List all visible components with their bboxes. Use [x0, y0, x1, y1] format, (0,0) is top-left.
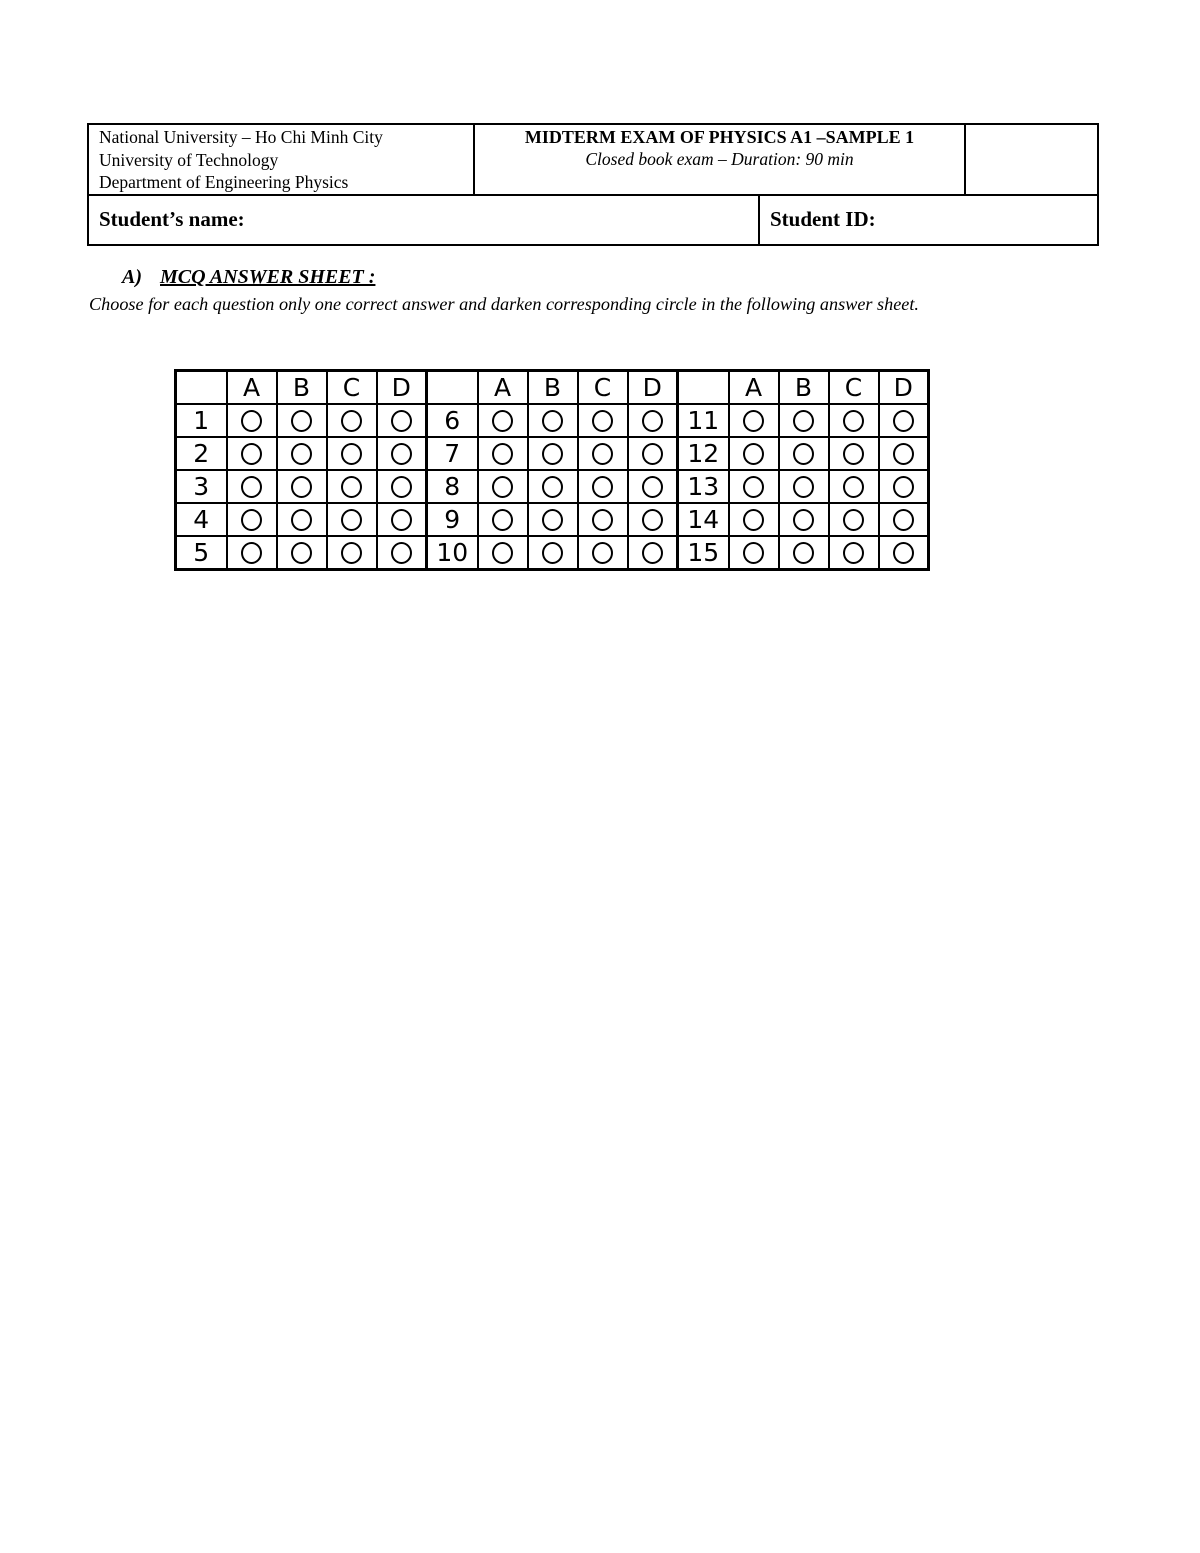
answer-bubble-icon[interactable]	[241, 443, 262, 465]
answer-bubble-icon[interactable]	[793, 542, 814, 564]
answer-bubble-icon[interactable]	[391, 509, 412, 531]
answer-cell-q9-b[interactable]	[528, 503, 578, 536]
answer-cell-q7-d[interactable]	[628, 437, 678, 470]
answer-cell-q13-d[interactable]	[879, 470, 929, 503]
answer-bubble-icon[interactable]	[391, 410, 412, 432]
answer-cell-q2-d[interactable]	[377, 437, 427, 470]
question-number: 3	[176, 470, 227, 503]
answer-cell-q1-b[interactable]	[277, 404, 327, 437]
student-id-field[interactable]	[759, 195, 1098, 245]
answer-cell-q6-d[interactable]	[628, 404, 678, 437]
answer-bubble-icon[interactable]	[642, 443, 663, 465]
answer-cell-q3-a[interactable]	[227, 470, 277, 503]
question-number-header	[427, 371, 478, 405]
question-number: 11	[678, 404, 729, 437]
answer-bubble-icon[interactable]	[341, 509, 362, 531]
exam-title-block	[474, 124, 965, 195]
answer-bubble-icon[interactable]	[542, 443, 563, 465]
answer-bubble-icon[interactable]	[893, 443, 914, 465]
question-number: 2	[176, 437, 227, 470]
answer-cell-q1-c[interactable]	[327, 404, 377, 437]
answer-cell-q15-d[interactable]	[879, 536, 929, 570]
answer-bubble-icon[interactable]	[241, 509, 262, 531]
question-number: 7	[427, 437, 478, 470]
answer-bubble-icon[interactable]	[241, 410, 262, 432]
question-number: 9	[427, 503, 478, 536]
answer-cell-q2-b[interactable]	[277, 437, 327, 470]
answer-cell-q9-c[interactable]	[578, 503, 628, 536]
answer-bubble-icon[interactable]	[743, 476, 764, 498]
answer-cell-q5-d[interactable]	[377, 536, 427, 570]
score-box[interactable]	[965, 124, 1098, 195]
answer-bubble-icon[interactable]	[843, 443, 864, 465]
answer-bubble-icon[interactable]	[291, 509, 312, 531]
answer-bubble-icon[interactable]	[492, 509, 513, 531]
answer-bubble-icon[interactable]	[642, 509, 663, 531]
question-number: 5	[176, 536, 227, 570]
answer-bubble-icon[interactable]	[743, 542, 764, 564]
answer-cell-q7-c[interactable]	[578, 437, 628, 470]
answer-bubble-icon[interactable]	[843, 542, 864, 564]
option-header-c: C	[578, 371, 628, 405]
answer-cell-q14-d[interactable]	[879, 503, 929, 536]
answer-cell-q2-a[interactable]	[227, 437, 277, 470]
answer-bubble-icon[interactable]	[642, 410, 663, 432]
answer-bubble-icon[interactable]	[642, 542, 663, 564]
section-heading	[122, 266, 375, 289]
answer-cell-q11-d[interactable]	[879, 404, 929, 437]
answer-cell-q3-d[interactable]	[377, 470, 427, 503]
answer-bubble-icon[interactable]	[793, 509, 814, 531]
answer-bubble-icon[interactable]	[291, 476, 312, 498]
option-header-b: B	[779, 371, 829, 405]
answer-bubble-icon[interactable]	[492, 542, 513, 564]
grid-header-row	[176, 371, 929, 405]
answer-bubble-icon[interactable]	[542, 542, 563, 564]
answer-cell-q15-b[interactable]	[779, 536, 829, 570]
answer-cell-q4-c[interactable]	[327, 503, 377, 536]
answer-cell-q13-b[interactable]	[779, 470, 829, 503]
answer-cell-q12-b[interactable]	[779, 437, 829, 470]
answer-row	[176, 536, 929, 570]
answer-cell-q7-b[interactable]	[528, 437, 578, 470]
answer-cell-q15-a[interactable]	[729, 536, 779, 570]
answer-row	[176, 470, 929, 503]
answer-bubble-icon[interactable]	[793, 476, 814, 498]
question-number-header	[176, 371, 227, 405]
answer-cell-q9-a[interactable]	[478, 503, 528, 536]
answer-row	[176, 404, 929, 437]
answer-bubble-icon[interactable]	[592, 476, 613, 498]
question-number: 10	[427, 536, 478, 570]
section-title: MCQ ANSWER SHEET :	[160, 266, 376, 288]
answer-bubble-icon[interactable]	[743, 410, 764, 432]
answer-bubble-icon[interactable]	[341, 476, 362, 498]
answer-bubble-icon[interactable]	[843, 509, 864, 531]
answer-bubble-icon[interactable]	[893, 542, 914, 564]
option-header-d: D	[377, 371, 427, 405]
answer-cell-q3-c[interactable]	[327, 470, 377, 503]
answer-cell-q3-b[interactable]	[277, 470, 327, 503]
answer-cell-q14-a[interactable]	[729, 503, 779, 536]
answer-cell-q2-c[interactable]	[327, 437, 377, 470]
answer-cell-q10-d[interactable]	[628, 536, 678, 570]
answer-bubble-icon[interactable]	[893, 410, 914, 432]
answer-cell-q8-d[interactable]	[628, 470, 678, 503]
answer-bubble-icon[interactable]	[241, 476, 262, 498]
answer-bubble-icon[interactable]	[592, 410, 613, 432]
section-instruction: Choose for each question only one correct answer and darken corresponding circle in the following answer sheet.	[89, 294, 919, 314]
question-number: 6	[427, 404, 478, 437]
institution-line-2: University of Technology	[99, 149, 279, 170]
answer-cell-q12-a[interactable]	[729, 437, 779, 470]
answer-row	[176, 437, 929, 470]
institution-block	[88, 124, 474, 195]
answer-cell-q15-c[interactable]	[829, 536, 879, 570]
answer-cell-q10-b[interactable]	[528, 536, 578, 570]
answer-bubble-icon[interactable]	[492, 476, 513, 498]
answer-cell-q1-a[interactable]	[227, 404, 277, 437]
answer-cell-q6-c[interactable]	[578, 404, 628, 437]
question-number: 1	[176, 404, 227, 437]
option-header-b: B	[528, 371, 578, 405]
institution-line-1: National University – Ho Chi Minh City	[99, 127, 383, 147]
answer-bubble-icon[interactable]	[492, 410, 513, 432]
option-header-a: A	[227, 371, 277, 405]
answer-cell-q8-c[interactable]	[578, 470, 628, 503]
answer-cell-q11-b[interactable]	[779, 404, 829, 437]
answer-bubble-icon[interactable]	[492, 443, 513, 465]
answer-cell-q10-a[interactable]	[478, 536, 528, 570]
exam-title: MIDTERM EXAM OF PHYSICS A1 –SAMPLE 1	[524, 127, 915, 147]
question-number: 12	[678, 437, 729, 470]
option-header-a: A	[729, 371, 779, 405]
answer-bubble-icon[interactable]	[743, 509, 764, 531]
option-header-c: C	[829, 371, 879, 405]
answer-bubble-icon[interactable]	[391, 542, 412, 564]
answer-cell-q5-b[interactable]	[277, 536, 327, 570]
answer-bubble-icon[interactable]	[743, 443, 764, 465]
question-number: 13	[678, 470, 729, 503]
option-header-b: B	[277, 371, 327, 405]
institution-line-3: Department of Engineering Physics	[99, 172, 349, 192]
answer-cell-q5-a[interactable]	[227, 536, 277, 570]
question-number: 15	[678, 536, 729, 570]
option-header-d: D	[628, 371, 678, 405]
answer-bubble-icon[interactable]	[391, 476, 412, 498]
answer-bubble-icon[interactable]	[893, 509, 914, 531]
student-name-label: Student’s name:	[99, 207, 245, 231]
answer-cell-q13-c[interactable]	[829, 470, 879, 503]
answer-bubble-icon[interactable]	[642, 476, 663, 498]
answer-bubble-icon[interactable]	[542, 509, 563, 531]
answer-cell-q8-a[interactable]	[478, 470, 528, 503]
answer-bubble-icon[interactable]	[542, 476, 563, 498]
answer-cell-q11-a[interactable]	[729, 404, 779, 437]
answer-cell-q14-c[interactable]	[829, 503, 879, 536]
answer-bubble-icon[interactable]	[291, 443, 312, 465]
answer-bubble-icon[interactable]	[893, 476, 914, 498]
answer-cell-q6-b[interactable]	[528, 404, 578, 437]
answer-cell-q11-c[interactable]	[829, 404, 879, 437]
answer-bubble-icon[interactable]	[592, 443, 613, 465]
answer-bubble-icon[interactable]	[843, 410, 864, 432]
answer-cell-q14-b[interactable]	[779, 503, 829, 536]
student-name-field[interactable]	[88, 195, 759, 245]
question-number: 14	[678, 503, 729, 536]
option-header-a: A	[478, 371, 528, 405]
answer-bubble-icon[interactable]	[843, 476, 864, 498]
answer-cell-q5-c[interactable]	[327, 536, 377, 570]
answer-bubble-icon[interactable]	[291, 542, 312, 564]
answer-cell-q12-c[interactable]	[829, 437, 879, 470]
answer-bubble-icon[interactable]	[391, 443, 412, 465]
answer-bubble-icon[interactable]	[291, 410, 312, 432]
answer-bubble-icon[interactable]	[341, 410, 362, 432]
answer-cell-q10-c[interactable]	[578, 536, 628, 570]
student-id-label: Student ID:	[770, 207, 876, 231]
answer-cell-q12-d[interactable]	[879, 437, 929, 470]
answer-cell-q4-d[interactable]	[377, 503, 427, 536]
option-header-c: C	[327, 371, 377, 405]
answer-cell-q13-a[interactable]	[729, 470, 779, 503]
question-number-header	[678, 371, 729, 405]
answer-cell-q4-b[interactable]	[277, 503, 327, 536]
section-marker: A)	[122, 266, 142, 288]
question-number: 8	[427, 470, 478, 503]
answer-cell-q6-a[interactable]	[478, 404, 528, 437]
answer-bubble-icon[interactable]	[793, 410, 814, 432]
answer-bubble-icon[interactable]	[542, 410, 563, 432]
answer-cell-q4-a[interactable]	[227, 503, 277, 536]
answer-grid	[174, 369, 930, 571]
answer-cell-q1-d[interactable]	[377, 404, 427, 437]
answer-cell-q8-b[interactable]	[528, 470, 578, 503]
answer-bubble-icon[interactable]	[341, 542, 362, 564]
answer-bubble-icon[interactable]	[793, 443, 814, 465]
answer-bubble-icon[interactable]	[241, 542, 262, 564]
option-header-d: D	[879, 371, 929, 405]
exam-subtitle: Closed book exam – Duration: 90 min	[585, 149, 854, 169]
answer-bubble-icon[interactable]	[592, 509, 613, 531]
answer-cell-q7-a[interactable]	[478, 437, 528, 470]
question-number: 4	[176, 503, 227, 536]
answer-bubble-icon[interactable]	[592, 542, 613, 564]
answer-row	[176, 503, 929, 536]
answer-cell-q9-d[interactable]	[628, 503, 678, 536]
answer-bubble-icon[interactable]	[341, 443, 362, 465]
exam-header	[87, 123, 1099, 246]
